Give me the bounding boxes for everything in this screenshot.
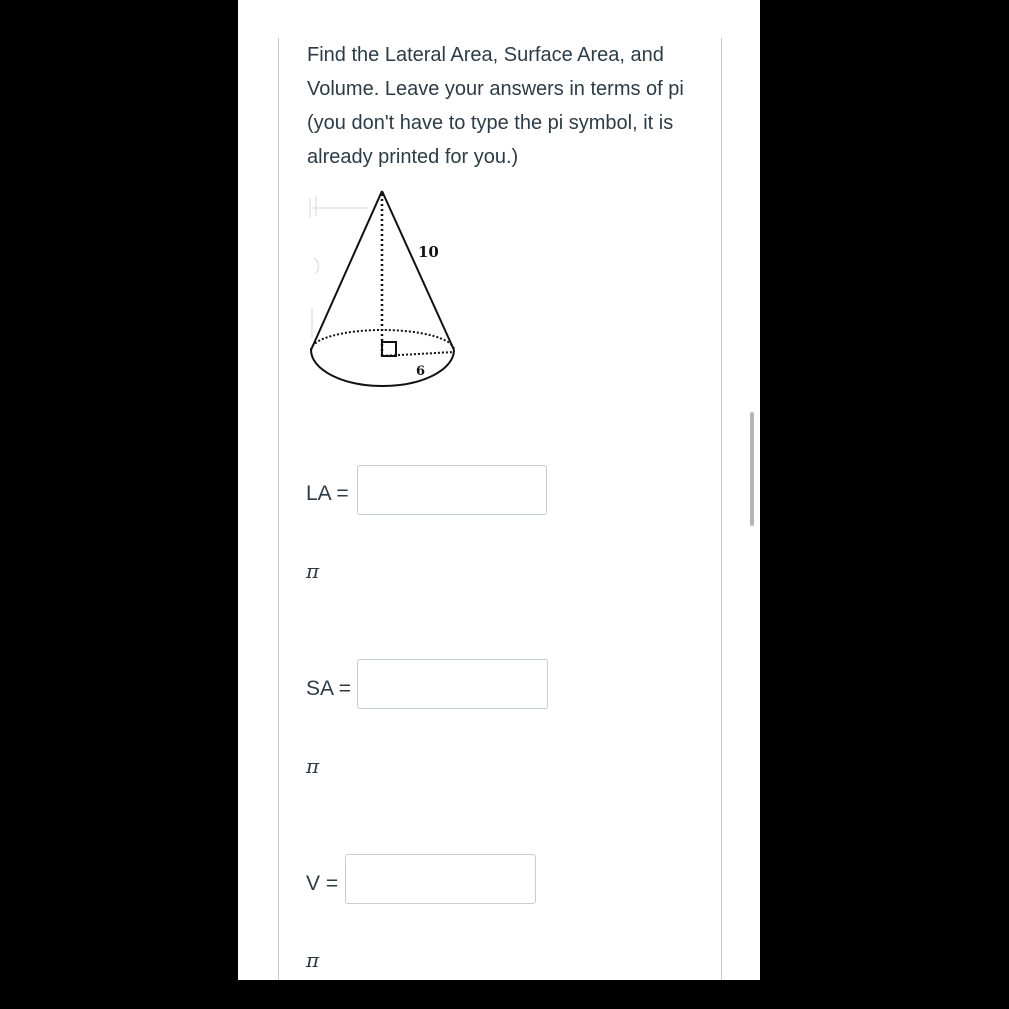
surface-area-label: SA = (306, 677, 351, 700)
volume-label: V = (306, 872, 339, 895)
volume-input[interactable] (345, 854, 536, 904)
scrollbar-thumb[interactable] (750, 412, 754, 526)
volume-pi: π (306, 948, 320, 972)
cone-diagram (308, 188, 478, 398)
quiz-page (238, 0, 760, 980)
faint-background-marks (310, 196, 368, 338)
lateral-area-input[interactable] (357, 465, 547, 515)
lateral-area-pi: π (306, 559, 320, 583)
surface-area-input[interactable] (357, 659, 548, 709)
slant-height-label: 10 (418, 243, 439, 261)
lateral-area-label: LA = (306, 482, 349, 505)
surface-area-pi: π (306, 754, 320, 778)
radius-label: 6 (416, 364, 426, 379)
right-angle-marker (382, 342, 396, 356)
question-text: Find the Lateral Area, Surface Area, and Volume. Leave your answers in terms of pi (you don't have to type the pi symbol, it is already printed for you.) (307, 44, 684, 168)
